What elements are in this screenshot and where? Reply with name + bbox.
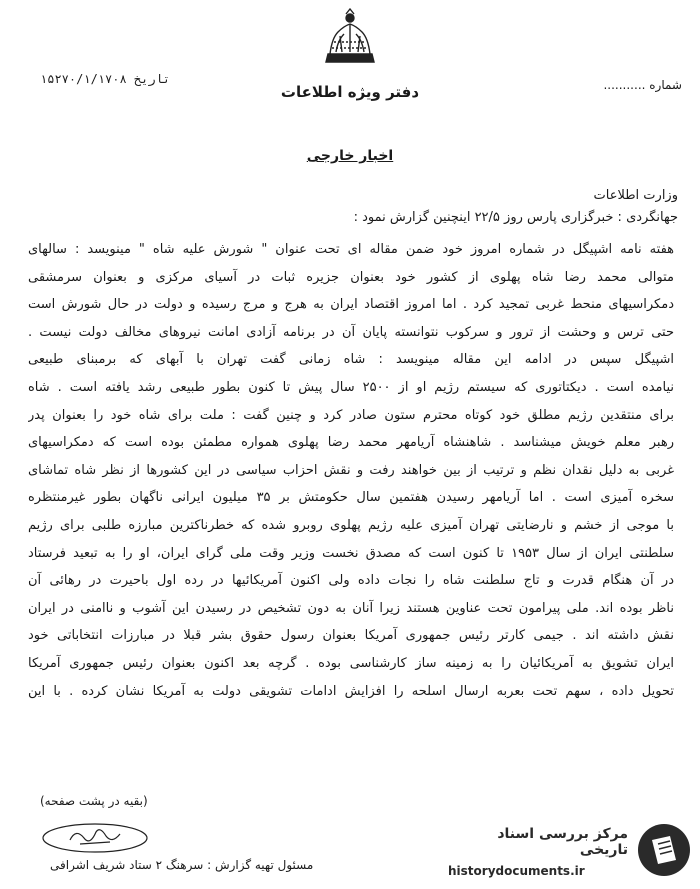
subject-line: جهانگردی : خبرگزاری پارس روز ۲۲/۵ اینچنین گزارش نمود : <box>353 210 678 225</box>
body-line: نقش داشته اند . جیمی کارتر رئیس جمهوری آمریکا بعنوان رسول حقوق بشر قبلا در مبارزات انتخاباتی خود <box>28 628 674 644</box>
imperial-crown-emblem <box>318 8 382 70</box>
watermark-org-name: مرکز بررسی اسناد تاریخی <box>497 826 628 858</box>
body-line: سلطنتی ایران از سال ۱۹۵۳ تا کنون است که مصدق نخست وزیر وقت ملی گرای ایران، او را به تبعید فرستاد <box>28 545 674 561</box>
body-line: ناظر بوده اند. ملی پیرامون تحت عناوین هستند زیرا آنان به دون تشخیص در رسیدن این آشوب و ناامنی در ایران <box>28 600 674 616</box>
body-line: هفته نامه اشپیگل در شماره امروز خود ضمن مقاله ای تحت عنوان " شورش علیه شاه " مینویسد : سالهای <box>28 242 674 257</box>
watermark <box>448 826 628 878</box>
watermark-url: historydocuments.ir <box>448 864 585 878</box>
body-line: در آن هنگام قدرت و تاج سلطنت شاه را نجات داده ولی اکنون آمریکائیها در رده اول باحیرت در رهائی آن <box>28 573 674 589</box>
body-line: حتی ترس و وحشت از ترور و سرکوب نتوانسته پایان آن در برنامه آزادی امانت نیروهای مخالف دولت نیست . <box>28 324 674 340</box>
body-line: دمکراسیهای منحط غربی تمجید کرد . اما امروز اقتصاد ایران به هرج و مرج رسیده و دولت در حال شورش است <box>28 297 674 313</box>
report-body <box>28 236 674 705</box>
document-title: اخبار خارجی <box>306 148 394 164</box>
report-author: مسئول تهیه گزارش : سرهنگ ۲ ستاد شریف اشرافی <box>50 858 314 872</box>
date-label: تاریخ <box>133 72 171 86</box>
body-line: با موجی از خشم و نارضایتی تهران آمیزی علیه رژیم پهلوی روبرو شده که خطرناکترین مبارزه طلبی برای رژیم <box>28 517 674 533</box>
body-line: سخره آمیزی است . اما آریامهر رسیدن هفتمین سال حکومتش بر ۳۵ میلیون ایرانی ناگهان بطور غیرمنتظره <box>28 490 674 506</box>
body-line: غربی به دلیل نقدان نظم و ترتیب از بین خواهند رفت و نقش احزاب سیاسی در این کشورها از نظر شاه تماشای <box>28 462 674 478</box>
date-reference <box>40 72 170 86</box>
reference-number: شماره ........... <box>603 78 682 92</box>
body-line: اشپیگل سپس در ادامه این مقاله مینویسد : شاه زمانی گفت تهران با آبهای که برمبنای طبیعی <box>28 352 674 368</box>
continued-note: (بقیه در پشت صفحه) <box>40 794 148 808</box>
recipient: وزارت اطلاعات <box>593 188 678 203</box>
body-line: رهبر معلم خویش میشناسد . شاهنشاه آریامهر محمد رضا پهلوی همواره مطمئن بوده است که دمکراسیهای <box>28 435 674 451</box>
body-line: تحویل داده ، سهم تحت بعربه ارسال اسلحه را افزایش ادامات تشویقی دولت به آمریکا نشان کرده . با این <box>28 683 674 699</box>
archive-logo-icon <box>636 822 692 878</box>
body-line: نیامده است . دیکتاتوری که سیستم رژیم او از ۲۵۰۰ سال پیش تا کنون بطور طبیعی رشد یافته است . شاه <box>28 379 674 395</box>
office-title: دفتر ویژه اطلاعات <box>280 83 420 101</box>
body-line: ایران تشویق به آمریکائیان را به زمینه ساز کارشناسی بوده . گرچه بعد اکنون بعنوان رئیس جمهوری آمریکا <box>28 655 674 671</box>
date-value: ۱۵۲۷۰/۱/۱۷۰۸ <box>40 72 127 86</box>
body-line: متوالی محمد رضا شاه پهلوی از کشور خود بعنوان جزیره ثبات در آسیای مرکزی و بعنوان سرمشقی <box>28 269 674 285</box>
body-line: برای منتقدین رژیم مطلق خود کوتاه محترم ستون صادر کرد و چنین گفت : ملت برای شاه خود را بعنوان پدر <box>28 407 674 423</box>
